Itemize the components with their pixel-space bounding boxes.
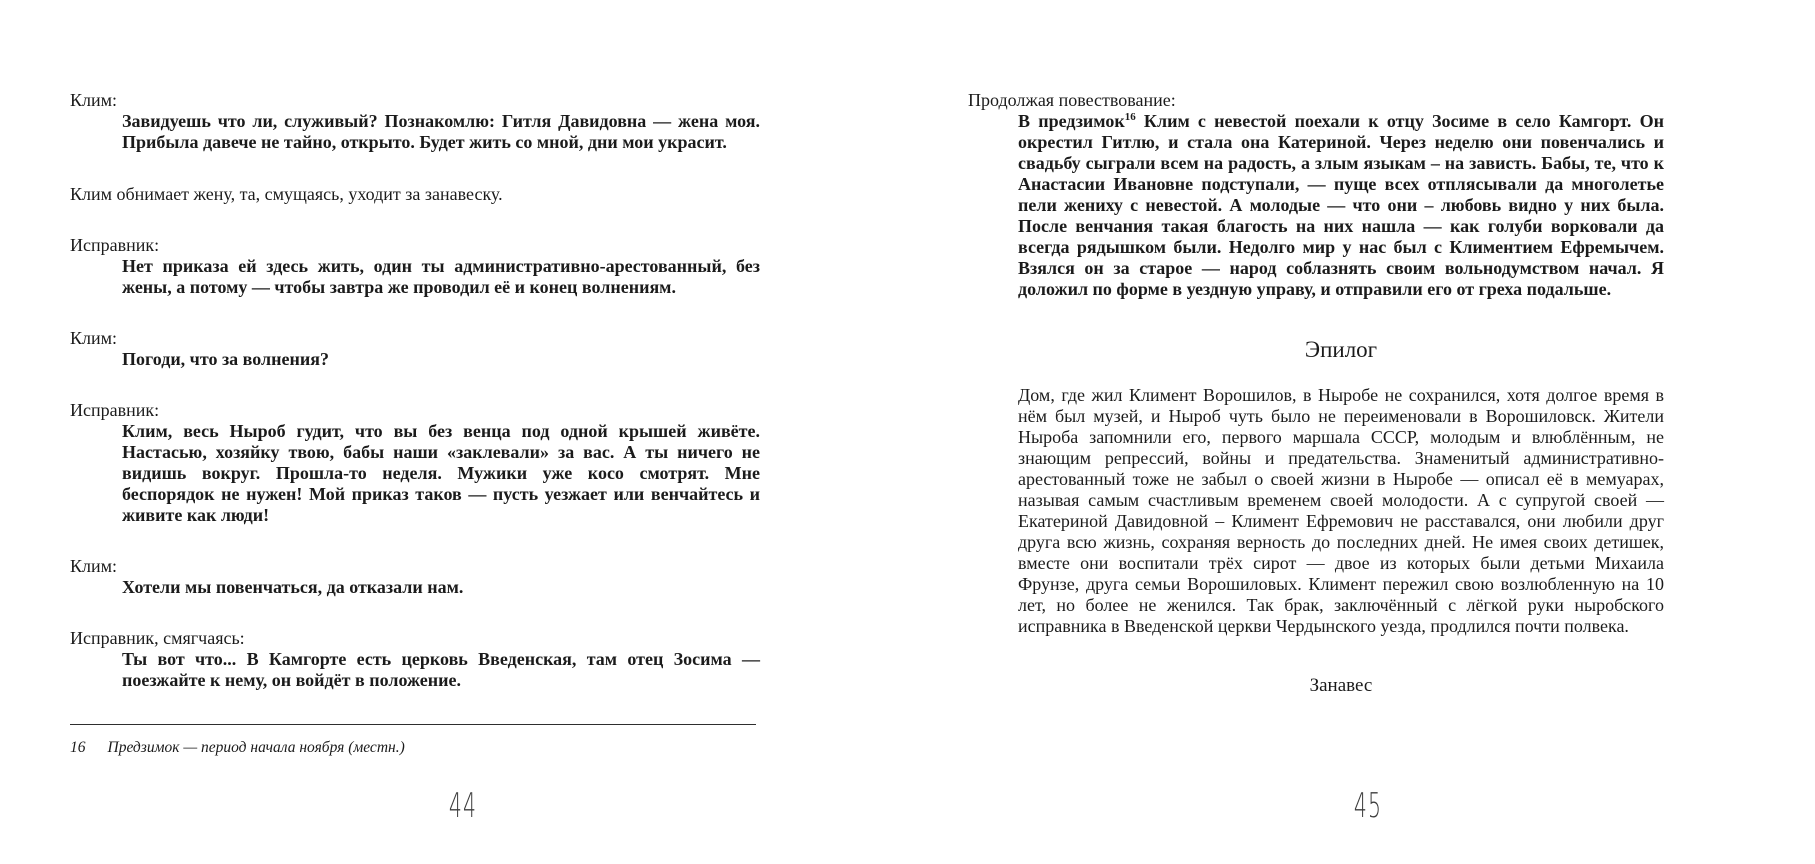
narration-text	[1018, 111, 1664, 300]
speech-text: Погоди, что за волнения?	[122, 349, 329, 369]
narrator-label: Продолжая повествование:	[968, 90, 1176, 110]
page-number-right: 45	[1353, 786, 1383, 826]
speaker-label: Исправник:	[70, 235, 160, 255]
page-number-left: 44	[448, 786, 478, 826]
footnote-separator	[70, 724, 756, 725]
speech-text: Ты вот что... В Камгорте есть церковь Введенская, там отец Зосима — поезжайте к нему, он войдёт в положение.	[122, 649, 760, 690]
speaker-label: Клим:	[70, 556, 118, 576]
narration-start: В предзимок	[1018, 111, 1125, 131]
stage-direction: Клим обнимает жену, та, смущаясь, уходит за занавеску.	[70, 184, 503, 204]
speech-text: Хотели мы повенчаться, да отказали нам.	[122, 577, 464, 597]
footnote-text: Предзимок — период начала ноября (местн.)	[107, 739, 405, 756]
epilogue-heading: Эпилог	[1304, 337, 1378, 362]
speech-text: Завидуешь что ли, служивый? Познакомлю: Гитля Давидовна — жена моя. Прибыла давече не тайно, открыто. Будет жить со мной, дни мои украсит.	[122, 111, 760, 152]
footnote-reference: 16	[1124, 111, 1136, 123]
speech-text: Нет приказа ей здесь жить, один ты административно-арестованный, без жены, а потому — чтобы завтра же проводил её и конец волнениям.	[122, 256, 760, 297]
speaker-label: Исправник, смягчаясь:	[70, 628, 245, 648]
speaker-label: Клим:	[70, 90, 118, 110]
footnote	[70, 738, 760, 757]
right-page	[968, 90, 1664, 697]
left-page	[70, 90, 760, 757]
speech-text: Клим, весь Ныроб гудит, что вы без венца под одной крышей живёте. Настасью, хозяйку твою, бабы наши «заклевали» за вас. А ты ничего не видишь вокруг. Прошла-то неделя. Мужики уже косо смотрят. Мне беспорядок не нужен! Мой приказ таков — пусть уезжает или венчайтесь и живите как люди!	[122, 421, 760, 525]
footnote-number: 16	[70, 739, 86, 756]
speaker-label: Клим:	[70, 328, 118, 348]
narration-rest: Клим с невестой поехали к отцу Зосиме в село Камгорт. Он окрестил Гитлю, и стала она Катериной. Через неделю они повенчались и свадьбу сыграли всем на радость, а злым языкам – на зависть. Бабы, те, что к Анастасии Ивановне подступали, — пуще всех отплясывали да многолетье пели жениху с невестой. А молодые — что они – любовь видно у них была. После венчания такая благость на них нашла — как голуби ворковали да всегда рядышком были. Недолго мир у нас был с Климентием Ефремычем. Взялся он за старое — народ соблазнять своим вольнодумством начал. Я доложил по форме в уездную управу, и отправили его от греха подальше.	[1018, 111, 1665, 299]
curtain-line: Занавес	[1309, 675, 1373, 696]
speaker-label: Исправник:	[70, 400, 160, 420]
epilogue-text: Дом, где жил Климент Ворошилов, в Ныробе не сохранился, хотя долгое время в нём был музей, и Ныроб чуть было не переименовали в Ворошиловск. Жители Ныроба запомнили его, первого маршала СССР, молодым и влюблённым, не знающим репрессий, войны и предательства. Знаменитый административно-арестованный тоже не забыл о своей жизни в Ныробе — описал её в мемуарах, называя самым счастливым временем своей молодости. А с супругой своей — Екатериной Давидовной – Климент Ефремович не расставался, они любили друг друга всю жизнь, сохраняя верность до последних дней. Не имея своих детишек, вместе они воспитали трёх сирот — двое из которых были детьми Михаила Фрунзе, друга семьи Ворошиловых. Климент пережил свою возлюбленную на 10 лет, но более не женился. Так брак, заключённый с лёгкой руки ныробского исправника в Введенской церкви Чердынского уезда, продлился почти полвека.	[1018, 385, 1664, 636]
